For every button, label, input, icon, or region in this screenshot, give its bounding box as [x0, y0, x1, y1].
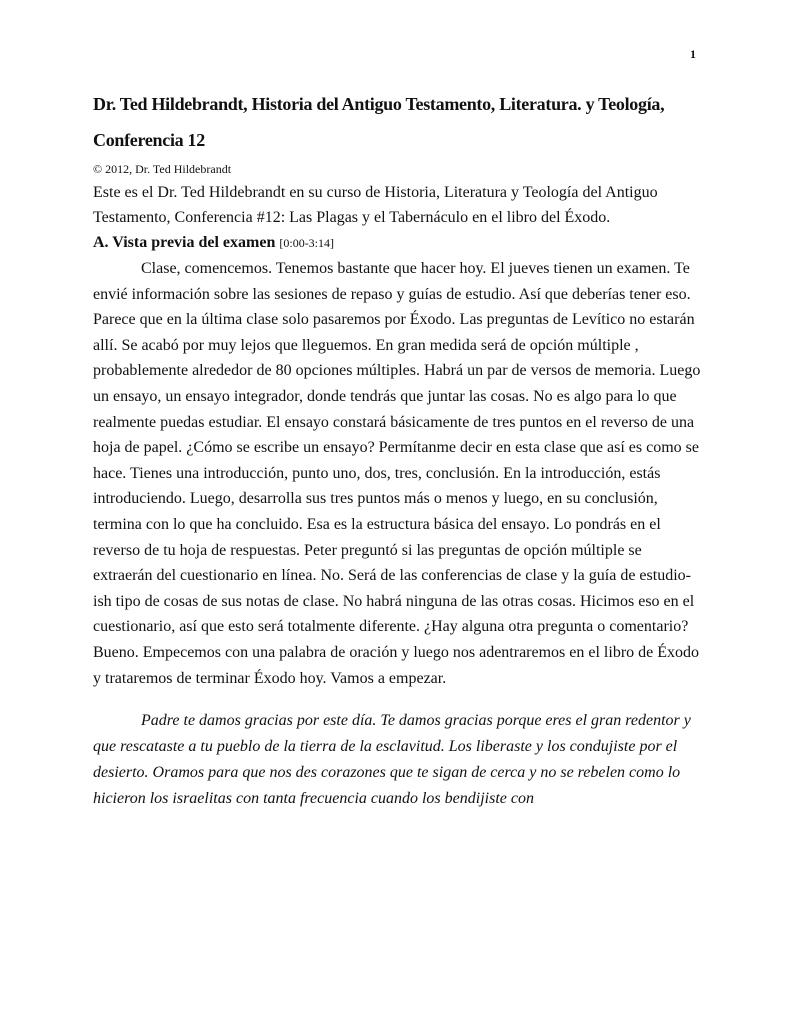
section-timestamp: [0:00-3:14] [279, 236, 335, 250]
document-body [93, 86, 705, 812]
page-number: 1 [690, 47, 696, 61]
intro-paragraph: Este es el Dr. Ted Hildebrandt en su curso de Historia, Literatura y Teología del Antiguo Testamento, Conferencia #12: Las Plagas y el Tabernáculo en el libro del Éxodo. [93, 184, 658, 226]
document-title: Dr. Ted Hildebrandt, Historia del Antiguo Testamento, Literatura. y Teología, Conferencia 12 [93, 94, 665, 150]
section-heading [93, 230, 705, 256]
section-paragraph: Clase, comencemos. Tenemos bastante que hacer hoy. El jueves tienen un examen. Te envié información sobre las sesiones de repaso y guías de estudio. Así que deberías tener eso. Parece que en la última clase solo pasaremos por Éxodo. Las preguntas de Levítico no estarán allí. Se acabó por muy lejos que lleguemos. En gran medida será de opción múltiple , probablemente alrededor de 80 opciones múltiples. Habrá un par de versos de memoria. Luego un ensayo, un ensayo integrador, donde tendrás que juntar las cosas. No es algo para lo que realmente puedas estudiar. El ensayo constará básicamente de tres puntos en el reverso de una hoja de papel. ¿Cómo se escribe un ensayo? Permítanme decir en esta clase que así es como se hace. Tienes una introducción, punto uno, dos, tres, conclusión. En la introducción, estás introduciendo. Luego, desarrolla sus tres puntos más o menos y luego, en su conclusión, termina con lo que ha concluido. Esa es la estructura básica del ensayo. Lo pondrás en el reverso de tu hoja de respuestas. Peter preguntó si las preguntas de opción múltiple se extraerán del cuestionario en línea. No. Será de las conferencias de clase y la guía de estudio-ish tipo de cosas de sus notas de clase. No habrá ninguna de las otras cosas. Hicimos eso en el cuestionario, así que esto será totalmente diferente. ¿Hay alguna otra pregunta o comentario? Bueno. Empecemos con una palabra de oración y luego nos adentraremos en el libro de Éxodo y trataremos de terminar Éxodo hoy. Vamos a empezar. [93, 260, 701, 687]
copyright-notice: © 2012, Dr. Ted Hildebrandt [93, 162, 232, 176]
prayer-paragraph: Padre te damos gracias por este día. Te damos gracias porque eres el gran redentor y que rescataste a tu pueblo de la tierra de la esclavitud. Los liberaste y los condujiste por el desierto. Oramos para que nos des corazones que te sigan de cerca y no se rebelen como lo hicieron los israelitas con tanta frecuencia cuando los bendijiste con [93, 712, 691, 808]
section-heading-text: A. Vista previa del examen [93, 234, 276, 251]
